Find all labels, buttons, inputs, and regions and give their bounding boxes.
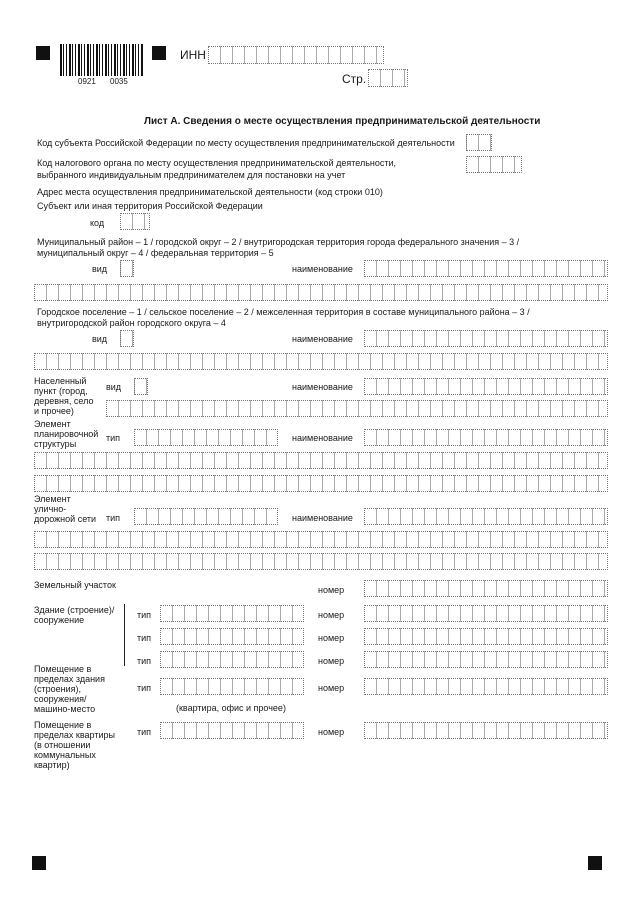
planning-name-input-1[interactable] (364, 429, 608, 446)
room-type-label: тип (137, 727, 152, 737)
municipal-kind-label: вид (92, 264, 108, 274)
building-type-label-3: тип (137, 656, 152, 666)
premises-note: (квартира, офис и прочее) (176, 703, 286, 713)
tax-org-code-input[interactable] (466, 156, 522, 173)
building-number-label-3: номер (318, 656, 345, 666)
locality-name-label: наименование (292, 382, 353, 392)
street-name-label: наименование (292, 513, 353, 523)
premises-number-input[interactable] (364, 678, 608, 695)
planning-name-label: наименование (292, 433, 353, 443)
page-title: Лист А. Сведения о месте осуществления предпринимательской деятельности (144, 116, 541, 127)
street-name-input-3[interactable] (34, 553, 608, 570)
settlement-name-input-2[interactable] (34, 353, 608, 370)
settlement-kind-input[interactable] (120, 330, 134, 347)
street-name-input-1[interactable] (364, 508, 608, 525)
page-number-input[interactable] (368, 69, 408, 87)
settlement-label-line1: Городское поселение – 1 / сельское поселение – 2 / межселенная территория в составе муниципального района – 3 / (37, 307, 530, 317)
building-type-input-1[interactable] (160, 605, 304, 622)
room-number-label: номер (318, 727, 345, 737)
planning-name-input-2[interactable] (34, 452, 608, 469)
land-plot-label: Земельный участок (34, 580, 116, 590)
locality-kind-input[interactable] (134, 378, 148, 395)
premises-label: Помещение в пределах здания (строения), сооружения/ машино-место (34, 664, 105, 714)
room-number-input[interactable] (364, 722, 608, 739)
building-number-input-3[interactable] (364, 651, 608, 668)
settlement-name-label: наименование (292, 334, 353, 344)
settlement-kind-label: вид (92, 334, 108, 344)
inn-input[interactable] (208, 46, 384, 64)
room-type-input[interactable] (160, 722, 304, 739)
territory-code-input[interactable] (120, 213, 150, 230)
address-label: Адрес места осуществления предпринимательской деятельности (код строки 010) (37, 187, 383, 197)
building-type-label-1: тип (137, 610, 152, 620)
subject-code-small-label: код (90, 218, 105, 228)
barcode-number-left: 0921 (78, 77, 96, 86)
locality-label: Населенный пункт (город, деревня, село и прочее) (34, 376, 94, 416)
planning-type-input[interactable] (134, 429, 278, 446)
planning-structure-label: Элемент планировочной структуры (34, 419, 99, 449)
locality-name-input-1[interactable] (364, 378, 608, 395)
building-number-input-2[interactable] (364, 628, 608, 645)
barcode (60, 44, 144, 76)
street-name-input-2[interactable] (34, 531, 608, 548)
municipal-name-input-2[interactable] (34, 284, 608, 301)
locality-kind-label: вид (106, 382, 122, 392)
tax-org-label-line2: выбранного индивидуальным предпринимателем для постановки на учет (37, 170, 346, 180)
building-type-label-2: тип (137, 633, 152, 643)
building-number-input-1[interactable] (364, 605, 608, 622)
subject-code-label: Код субъекта Российской Федерации по месту осуществления предпринимательской деятельности (37, 138, 455, 148)
building-bracket (124, 604, 125, 666)
land-number-label: номер (318, 585, 345, 595)
locality-name-input-2[interactable] (106, 400, 608, 417)
premises-type-input[interactable] (160, 678, 304, 695)
building-type-input-3[interactable] (160, 651, 304, 668)
premises-number-label: номер (318, 683, 345, 693)
corner-marker-top-left (36, 46, 50, 60)
inn-label: ИНН (180, 48, 206, 62)
settlement-label-line2: внутригородской район городского округа – 4 (37, 318, 226, 328)
street-type-input[interactable] (134, 508, 278, 525)
tax-org-label-line1: Код налогового органа по месту осуществления предпринимательской деятельности, (37, 158, 397, 168)
building-label: Здание (строение)/ сооружение (34, 605, 115, 625)
municipal-name-input-1[interactable] (364, 260, 608, 277)
building-number-label-1: номер (318, 610, 345, 620)
municipal-name-label: наименование (292, 264, 353, 274)
barcode-number-right: 0035 (110, 77, 128, 86)
land-number-input[interactable] (364, 580, 608, 597)
street-type-label: тип (106, 513, 121, 523)
planning-name-input-3[interactable] (34, 475, 608, 492)
building-number-label-2: номер (318, 633, 345, 643)
municipal-label-line1: Муниципальный район – 1 / городской округ – 2 / внутригородская территория города федерального значения – 3 / (37, 237, 520, 247)
corner-marker-bottom-right (588, 856, 602, 870)
municipal-kind-input[interactable] (120, 260, 134, 277)
planning-type-label: тип (106, 433, 121, 443)
building-type-input-2[interactable] (160, 628, 304, 645)
subject-code-input[interactable] (466, 134, 492, 151)
premises-type-label: тип (137, 683, 152, 693)
room-label: Помещение в пределах квартиры (в отношении коммунальных квартир) (34, 720, 115, 770)
municipal-label-line2: муниципальный округ – 4 / федеральная территория – 5 (37, 248, 274, 258)
settlement-name-input-1[interactable] (364, 330, 608, 347)
corner-marker-top-right (152, 46, 166, 60)
street-network-label: Элемент улично-дорожной сети (34, 494, 97, 524)
page-label: Стр. (342, 72, 367, 86)
corner-marker-bottom-left (32, 856, 46, 870)
subject-territory-label: Субъект или иная территория Российской Федерации (37, 201, 263, 211)
